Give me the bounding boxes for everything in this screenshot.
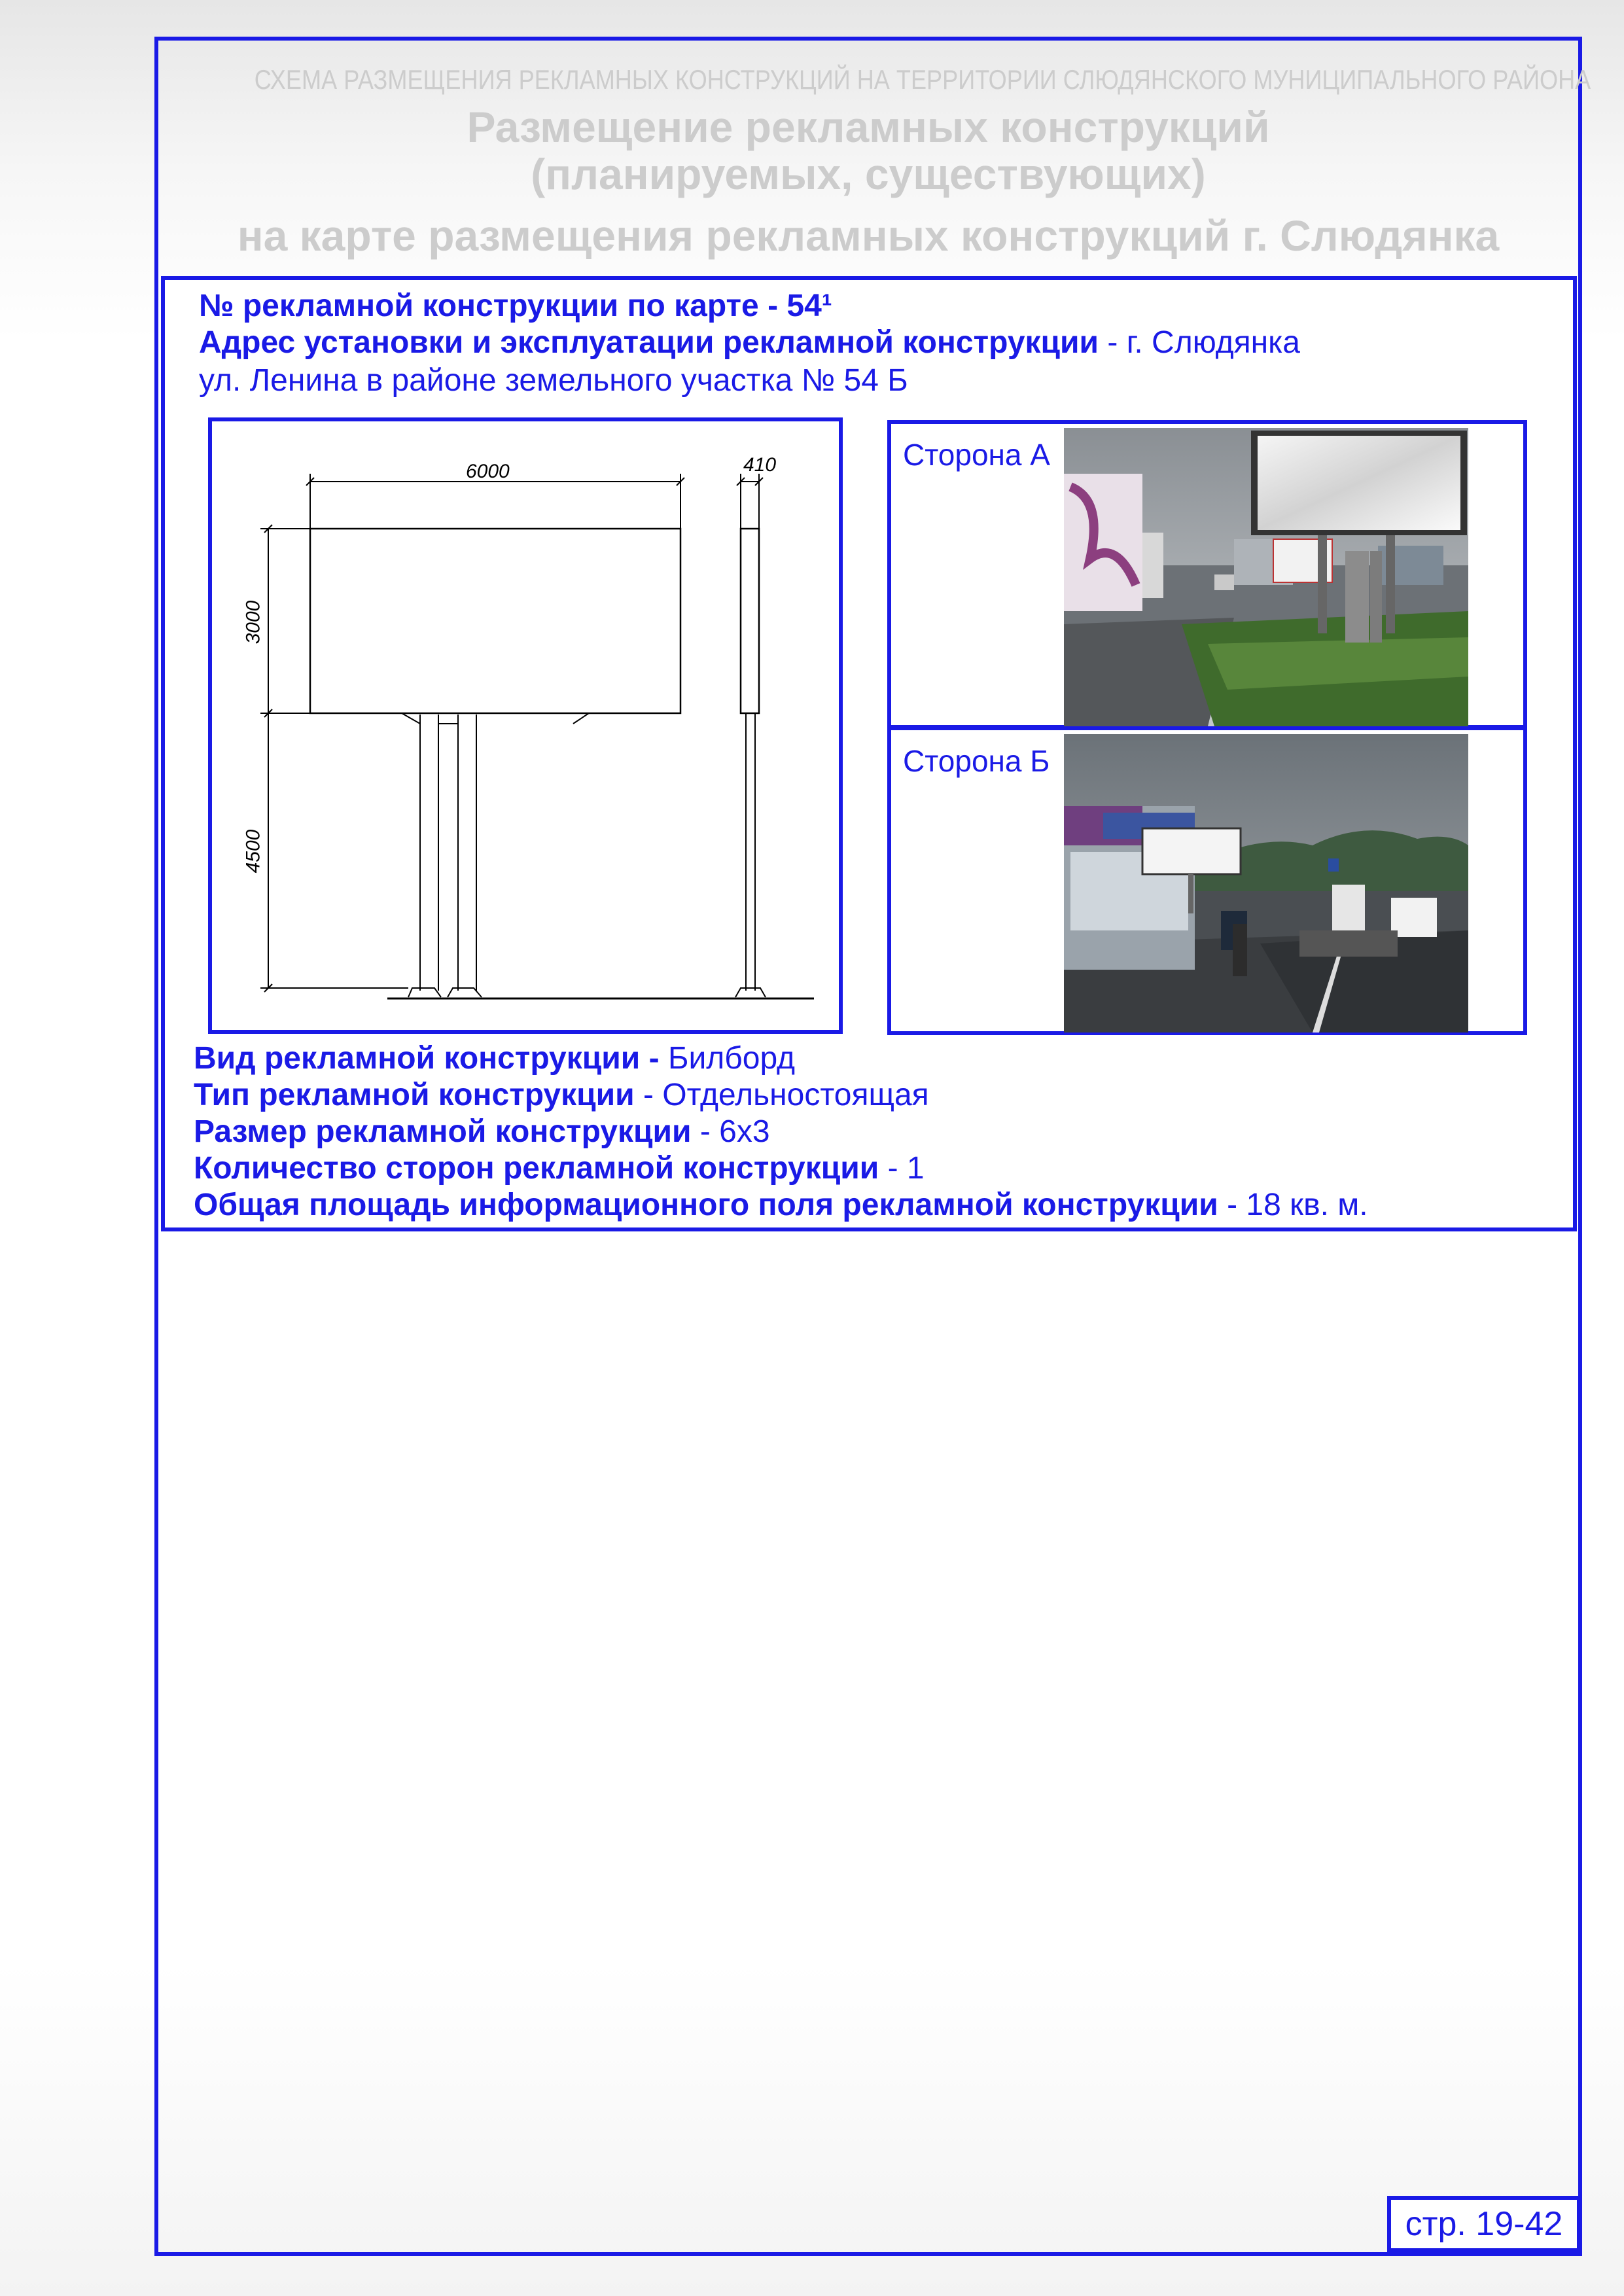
- param-size: [194, 1114, 770, 1150]
- address-value: - г. Слюдянка: [1099, 325, 1300, 360]
- street-photo-icon: [1064, 428, 1468, 726]
- header-scheme-title: СХЕМА РАЗМЕЩЕНИЯ РЕКЛАМНЫХ КОНСТРУКЦИЙ НА ТЕРРИТОРИИ СЛЮДЯНСКОГО МУНИЦИПАЛЬНОГО РАЙОНА: [254, 64, 1591, 95]
- technical-drawing: [208, 417, 843, 1034]
- street-photo-icon: [1064, 734, 1468, 1033]
- address-label: Адрес установки и эксплуатации рекламной конструкции: [199, 325, 1099, 360]
- param-kind-label: Тип рекламной конструкции: [194, 1078, 635, 1112]
- side-a-panel: [887, 420, 1527, 729]
- billboard-drawing-icon: [212, 421, 839, 1030]
- side-a-photo: [1064, 428, 1468, 726]
- side-a-label: Сторона А: [903, 438, 1050, 472]
- param-size-label: Размер рекламной конструкции: [194, 1114, 692, 1149]
- param-area-label: Общая площадь информационного поля рекламной конструкции: [194, 1188, 1218, 1222]
- construction-number-label: № рекламной конструкции по карте -: [199, 289, 787, 323]
- header-title: Размещение рекламных конструкций: [467, 103, 1270, 151]
- param-kind: [194, 1077, 929, 1113]
- header-map-title: на карте размещения рекламных конструкций г. Слюдянка: [237, 211, 1500, 260]
- param-type-value: Билборд: [667, 1041, 796, 1076]
- side-b-panel: [887, 726, 1527, 1035]
- header-subtitle: (планируемых, существующих): [531, 150, 1206, 198]
- dim-leg-height-label: 4500: [242, 829, 264, 874]
- construction-address: [199, 325, 1300, 361]
- side-b-photo: [1064, 734, 1468, 1033]
- param-type: [194, 1040, 795, 1076]
- address-line-2: ул. Ленина в районе земельного участка № 54 Б: [199, 363, 908, 398]
- page-number: стр. 19-42: [1387, 2196, 1581, 2252]
- param-area: [194, 1187, 1368, 1223]
- side-b-label: Сторона Б: [903, 744, 1050, 778]
- param-sides: [194, 1150, 925, 1186]
- param-type-label: Вид рекламной конструкции -: [194, 1041, 668, 1076]
- construction-number-value: 54¹: [786, 289, 832, 323]
- dim-depth-label: 410: [743, 454, 777, 476]
- param-kind-value: - Отдельностоящая: [634, 1078, 929, 1112]
- dim-width-label: 6000: [466, 461, 510, 482]
- param-sides-label: Количество сторон рекламной конструкции: [194, 1151, 879, 1186]
- param-sides-value: - 1: [879, 1151, 925, 1186]
- construction-number: [199, 288, 832, 324]
- param-area-value: - 18 кв. м.: [1218, 1188, 1368, 1222]
- param-size-value: - 6х3: [691, 1114, 770, 1149]
- dim-panel-height-label: 3000: [242, 600, 264, 645]
